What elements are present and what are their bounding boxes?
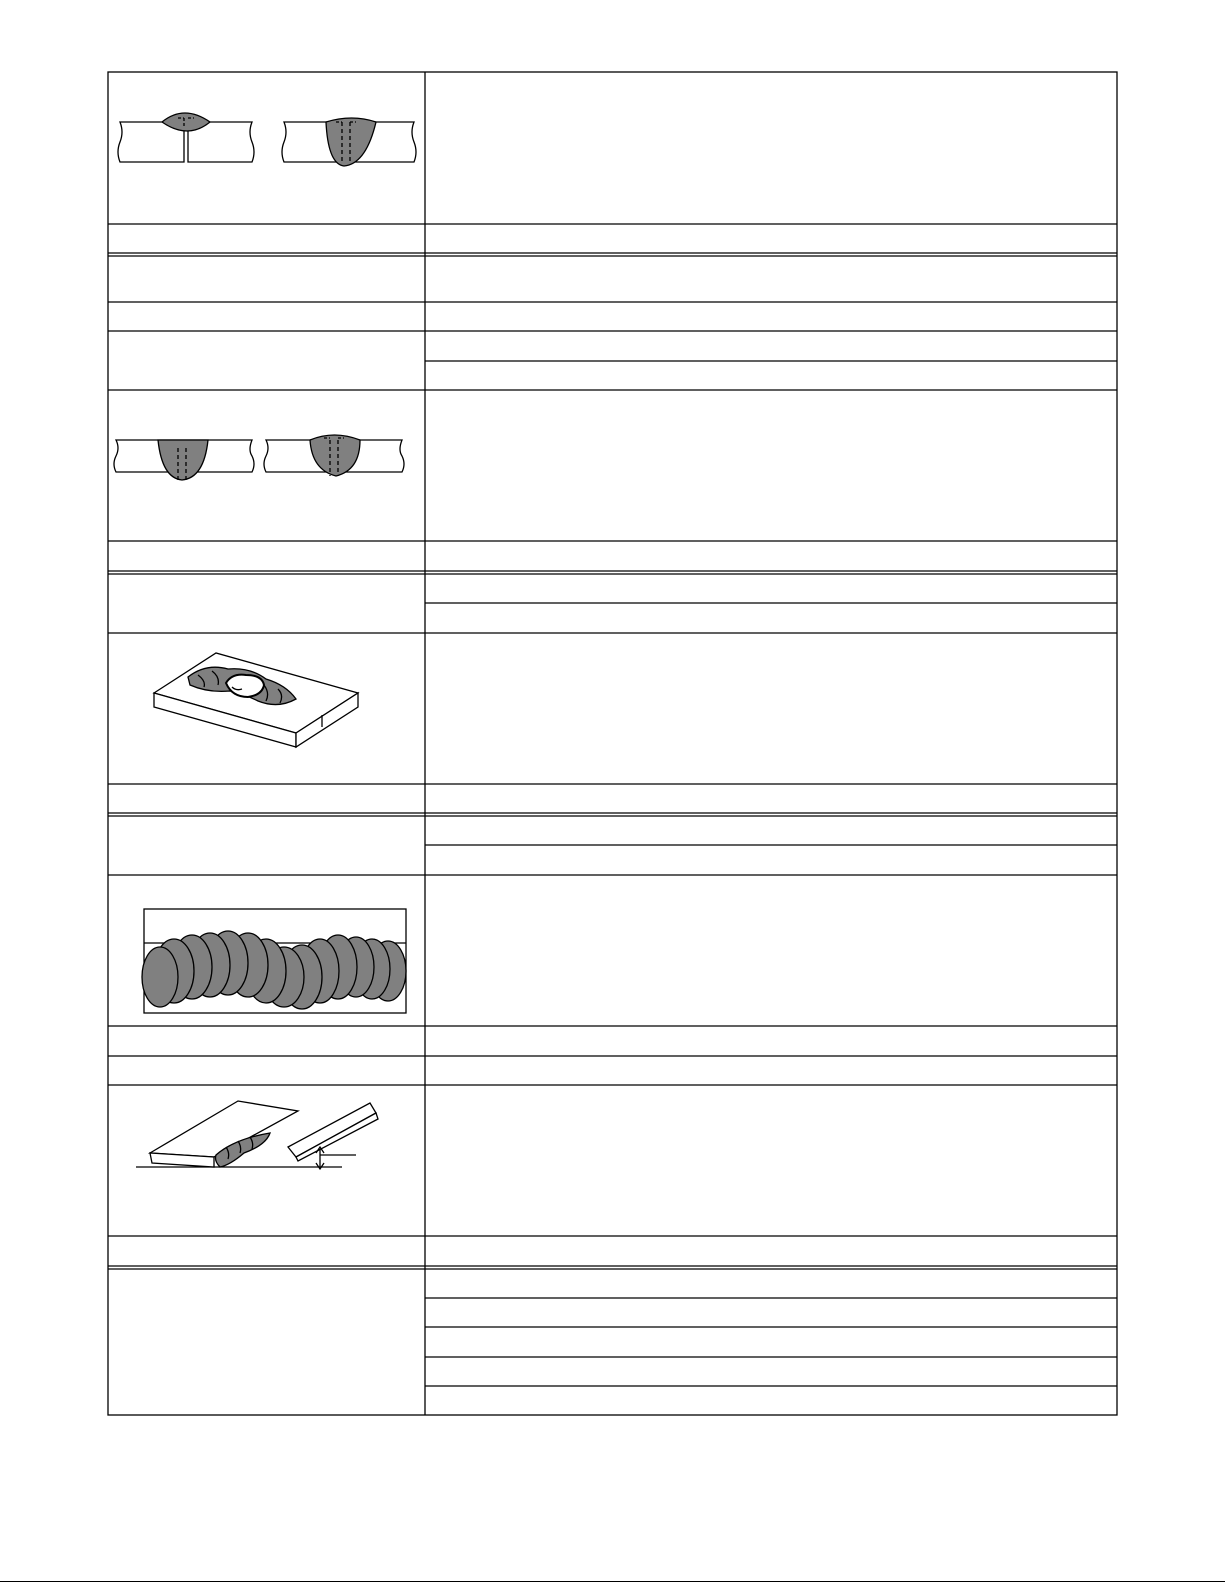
page-footer-rule xyxy=(0,1581,1225,1582)
weld-cross-section-pair-1 xyxy=(112,100,422,180)
weld-cross-section-pair-2 xyxy=(110,430,410,490)
burn-through-plate xyxy=(146,645,366,760)
distorted-joint-plates xyxy=(130,1095,390,1185)
weld-bead-top-view xyxy=(140,905,412,1015)
